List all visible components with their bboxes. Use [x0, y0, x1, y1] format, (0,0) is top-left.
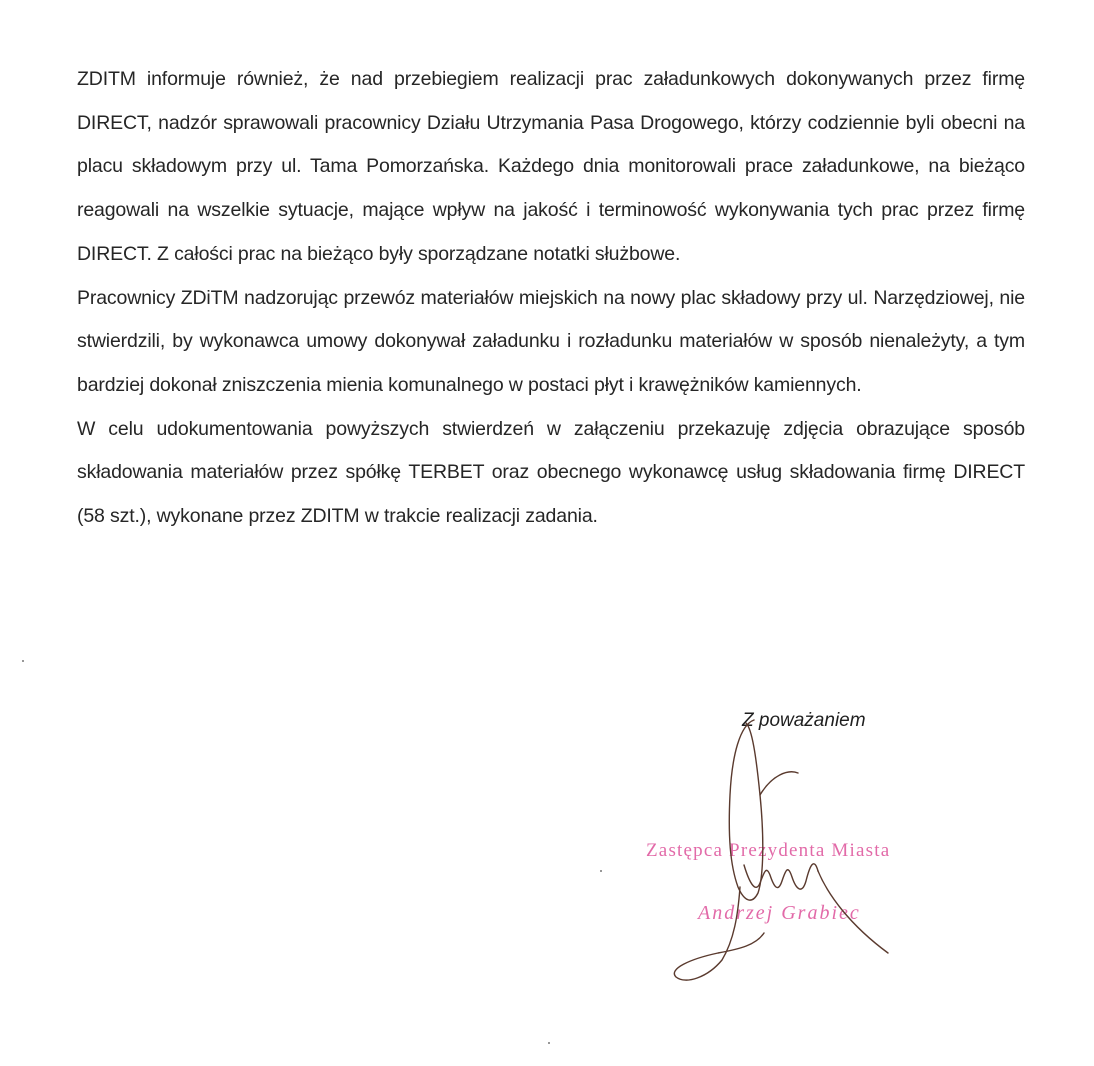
letter-body [77, 58, 1025, 539]
paragraph-attachments: W celu udokumentowania powyższych stwierdzeń w załączeniu przekazuję zdjęcia obrazujące sposób składowania materiałów przez spółkę TERBET oraz obecnego wykonawcę usług składowania firmę DIRECT (58 szt.), wykonane przez ZDITM w trakcie realizacji zadania. [77, 417, 1025, 528]
stamp-name: Andrzej Grabiec [698, 902, 861, 924]
closing-salutation: Z poważaniem [742, 710, 866, 731]
scan-speck [600, 870, 602, 872]
stamp-title: Zastępca Prezydenta Miasta [646, 840, 891, 861]
paragraph-transport: Pracownicy ZDiTM nadzorując przewóz materiałów miejskich na nowy plac składowy przy ul. Narzędziowej, nie stwierdzili, by wykonawca umowy dokonywał załadunku i rozładunku materiałów w sposób nienależyty, a tym bardziej dokonał zniszczenia mienia komunalnego w postaci płyt i krawężników kamiennych. [77, 286, 1025, 396]
scan-speck [22, 660, 24, 662]
paragraph-supervision: ZDITM informuje również, że nad przebiegiem realizacji prac załadunkowych dokonywanych przez firmę DIRECT, nadzór sprawowali pracownicy Działu Utrzymania Pasa Drogowego, którzy codziennie byli obecni na placu składowym przy ul. Tama Pomorzańska. Każdego dnia monitorowali prace załadunkowe, na bieżąco reagowali na wszelkie sytuacje, mające wpływ na jakość i terminowość wykonywania tych prac przez firmę DIRECT. Z całości prac na bieżąco były sporządzane notatki służbowe. [77, 68, 1025, 265]
handwritten-signature [660, 715, 900, 995]
scan-speck [548, 1042, 550, 1044]
